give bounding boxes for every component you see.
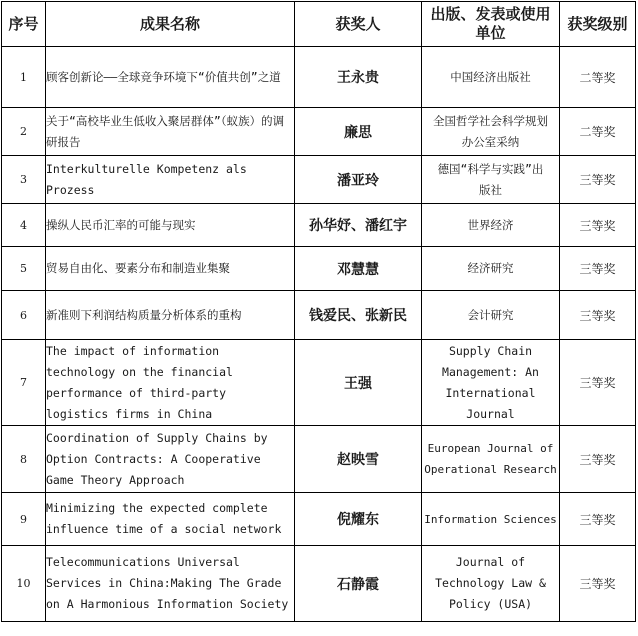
table-row	[2, 493, 636, 546]
row-publisher: 中国经济出版社	[422, 47, 560, 108]
row-winner: 赵映雪	[295, 426, 422, 493]
header-publisher	[422, 2, 560, 47]
header-level: 获奖级别	[560, 2, 636, 47]
header-row	[2, 2, 636, 47]
row-level: 三等奖	[560, 546, 636, 622]
row-index: 5	[2, 247, 46, 291]
row-index: 1	[2, 47, 46, 108]
row-title: 贸易自由化、要素分布和制造业集聚	[46, 247, 295, 291]
row-title: Interkulturelle Kompetenz als Prozess	[46, 156, 295, 204]
row-winner: 邓慧慧	[295, 247, 422, 291]
table-row	[2, 426, 636, 493]
row-index: 7	[2, 340, 46, 426]
row-level: 二等奖	[560, 47, 636, 108]
row-winner: 潘亚玲	[295, 156, 422, 204]
table-row	[2, 291, 636, 340]
row-winner: 孙华妤、潘红宇	[295, 204, 422, 247]
row-winner: 倪耀东	[295, 493, 422, 546]
row-publisher: 全国哲学社会科学规划办公室采纳	[422, 108, 560, 156]
row-publisher: Journal of Technology Law & Policy (USA)	[422, 546, 560, 622]
row-index: 3	[2, 156, 46, 204]
row-winner: 王强	[295, 340, 422, 426]
row-title: The impact of information technology on the financial performance of third-party logistics firms in China	[46, 340, 295, 426]
row-publisher: Supply Chain Management: An International Journal	[422, 340, 560, 426]
row-title: 操纵人民币汇率的可能与现实	[46, 204, 295, 247]
awards-table	[1, 1, 636, 622]
row-winner: 石静霞	[295, 546, 422, 622]
row-title: 关于“高校毕业生低收入聚居群体”（蚁族）的调研报告	[46, 108, 295, 156]
row-winner: 廉思	[295, 108, 422, 156]
row-index: 10	[2, 546, 46, 622]
row-title: Minimizing the expected complete influence time of a social network	[46, 493, 295, 546]
row-level: 三等奖	[560, 291, 636, 340]
header-title: 成果名称	[46, 2, 295, 47]
row-publisher: 会计研究	[422, 291, 560, 340]
row-publisher: Information Sciences	[422, 493, 560, 546]
row-index: 2	[2, 108, 46, 156]
table-row	[2, 247, 636, 291]
table-row	[2, 546, 636, 622]
row-level: 三等奖	[560, 156, 636, 204]
table-row	[2, 156, 636, 204]
row-publisher: 世界经济	[422, 204, 560, 247]
row-publisher: 德国“科学与实践”出版社	[422, 156, 560, 204]
row-winner: 王永贵	[295, 47, 422, 108]
row-title: Coordination of Supply Chains by Option Contracts: A Cooperative Game Theory Approach	[46, 426, 295, 493]
row-level: 二等奖	[560, 108, 636, 156]
table-row	[2, 340, 636, 426]
table-row	[2, 108, 636, 156]
row-level: 三等奖	[560, 493, 636, 546]
row-level: 三等奖	[560, 204, 636, 247]
table-row	[2, 47, 636, 108]
row-title: Telecommunications Universal Services in China:Making The Grade on A Harmonious Information Society	[46, 546, 295, 622]
header-winner: 获奖人	[295, 2, 422, 47]
row-level: 三等奖	[560, 426, 636, 493]
row-index: 4	[2, 204, 46, 247]
header-index: 序号	[2, 2, 46, 47]
row-publisher: European Journal of Operational Research	[422, 426, 560, 493]
row-title: 新准则下利润结构质量分析体系的重构	[46, 291, 295, 340]
header-publisher-label: 出版、发表或使用单位	[430, 5, 551, 42]
row-index: 6	[2, 291, 46, 340]
row-level: 三等奖	[560, 247, 636, 291]
row-index: 9	[2, 493, 46, 546]
row-winner: 钱爱民、张新民	[295, 291, 422, 340]
row-publisher: 经济研究	[422, 247, 560, 291]
row-title: 顾客创新论——全球竞争环境下“价值共创”之道	[46, 47, 295, 108]
row-index: 8	[2, 426, 46, 493]
row-level: 三等奖	[560, 340, 636, 426]
table-row	[2, 204, 636, 247]
